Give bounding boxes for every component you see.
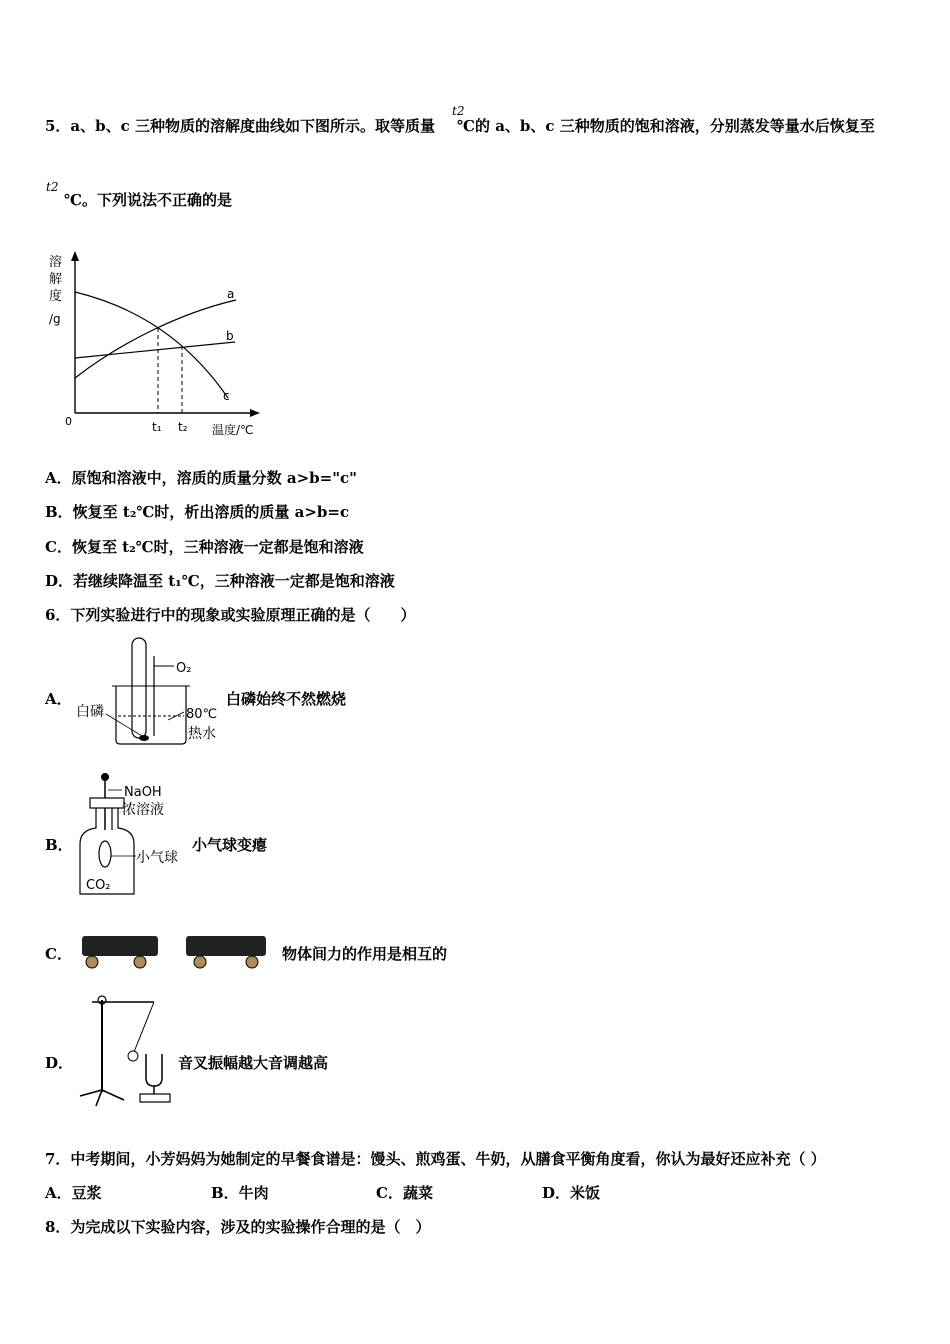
q7-option-d: D．米饭 — [542, 1184, 601, 1202]
q8-stem: 8．为完成以下实验内容，涉及的实验操作合理的是（ ） — [45, 1218, 431, 1236]
q6-option-a-text: 白磷始终不然燃烧 — [226, 690, 347, 708]
phosphorus-pointer — [106, 714, 142, 736]
solubility-graph — [40, 248, 270, 443]
q7-option-b: B．牛肉 — [211, 1184, 269, 1202]
stopper — [90, 798, 124, 808]
cart-1 — [82, 936, 158, 956]
q5-stem-part2: ℃的 a、b、c 三种物质的饱和溶液，分别蒸发等量水后恢复至 — [457, 117, 875, 135]
cart-2-wheel-1 — [194, 956, 206, 968]
t2-label: t₂ — [178, 420, 188, 434]
stand-base — [80, 1090, 124, 1106]
origin-label: 0 — [65, 415, 72, 428]
fork-box — [140, 1094, 170, 1102]
beaker — [116, 686, 186, 744]
ylabel-2: 解 — [49, 272, 63, 287]
q5-t2-mark-1: t2 — [452, 104, 465, 118]
co2-label: CO₂ — [86, 878, 111, 893]
ylabel-4: /g — [49, 312, 61, 326]
t1-label: t₁ — [152, 420, 162, 434]
q5-stem-part1: 5．a、b、c 三种物质的溶解度曲线如下图所示。取等质量 — [45, 117, 436, 135]
pendulum-string — [134, 1002, 154, 1052]
y-axis-arrow — [71, 251, 79, 261]
nong-label: 浓溶液 — [122, 802, 164, 818]
co2-balloon-figure — [72, 770, 192, 900]
cart-2-wheel-2 — [246, 956, 258, 968]
curve-a — [75, 300, 236, 378]
q5-option-d: D．若继续降温至 t₁℃，三种溶液一定都是饱和溶液 — [45, 572, 395, 590]
q5-option-c: C．恢复至 t₂℃时，三种溶液一定都是饱和溶液 — [45, 538, 364, 556]
ylabel-1: 溶 — [49, 255, 63, 270]
pendulum-ball — [128, 1051, 138, 1061]
q6-stem: 6．下列实验进行中的现象或实验原理正确的是（ ） — [45, 606, 416, 624]
curve-b — [75, 342, 235, 358]
q5-stem-line2: ℃。下列说法不正确的是 — [64, 191, 232, 209]
cart-1-wheel-1 — [86, 956, 98, 968]
q7-option-c: C．蔬菜 — [376, 1184, 433, 1202]
ball-label: 小气球 — [136, 850, 178, 866]
cart-2 — [186, 936, 266, 956]
q6-option-a-label: A． — [45, 690, 72, 708]
q6-option-c-label: C． — [45, 945, 72, 963]
curve-c-label: c — [223, 389, 230, 403]
q5-stem-line1 — [45, 116, 875, 136]
tuning-fork — [146, 1054, 162, 1086]
curve-a-label: a — [227, 287, 235, 301]
q5-option-a: A．原饱和溶液中，溶质的质量分数 a>b="c" — [45, 469, 357, 487]
cart-1-wheel-2 — [134, 956, 146, 968]
test-tube — [132, 638, 146, 738]
q6-option-c-text: 物体间力的作用是相互的 — [282, 945, 448, 963]
tuning-fork-figure — [72, 988, 182, 1110]
ylabel-3: 度 — [49, 289, 63, 304]
bailin-label: 白磷 — [76, 704, 104, 720]
xlabel: 温度/℃ — [212, 423, 254, 437]
two-carts-figure — [76, 932, 276, 972]
balloon — [99, 841, 111, 867]
white-phosphorus — [139, 735, 149, 741]
q5-option-b: B．恢复至 t₂℃时，析出溶质的质量 a>b=c — [45, 503, 350, 521]
q6-option-d-text: 音叉振幅越大音调越高 — [178, 1054, 329, 1072]
curve-b-label: b — [226, 329, 234, 343]
dropper-bulb — [101, 773, 109, 781]
x-axis-arrow — [250, 409, 260, 417]
q7-option-a: A．豆浆 — [45, 1184, 102, 1202]
naoh-label: NaOH — [124, 785, 162, 800]
q6-option-d-label: D． — [45, 1054, 74, 1072]
q7-stem: 7．中考期间，小芳妈妈为她制定的早餐食谱是：馒头、煎鸡蛋、牛奶，从膳食平衡角度看，你认为最好还应补充（ ） — [45, 1150, 826, 1168]
water-label: 热水 — [188, 726, 216, 742]
temp-label: 80℃ — [186, 707, 218, 722]
q6-option-b-label: B． — [45, 836, 73, 854]
q6-option-b-text: 小气球变瘪 — [192, 836, 268, 854]
q5-t2-mark-2: t2 — [46, 180, 59, 194]
o2-label: O₂ — [176, 661, 192, 676]
white-phosphorus-figure — [72, 636, 224, 748]
